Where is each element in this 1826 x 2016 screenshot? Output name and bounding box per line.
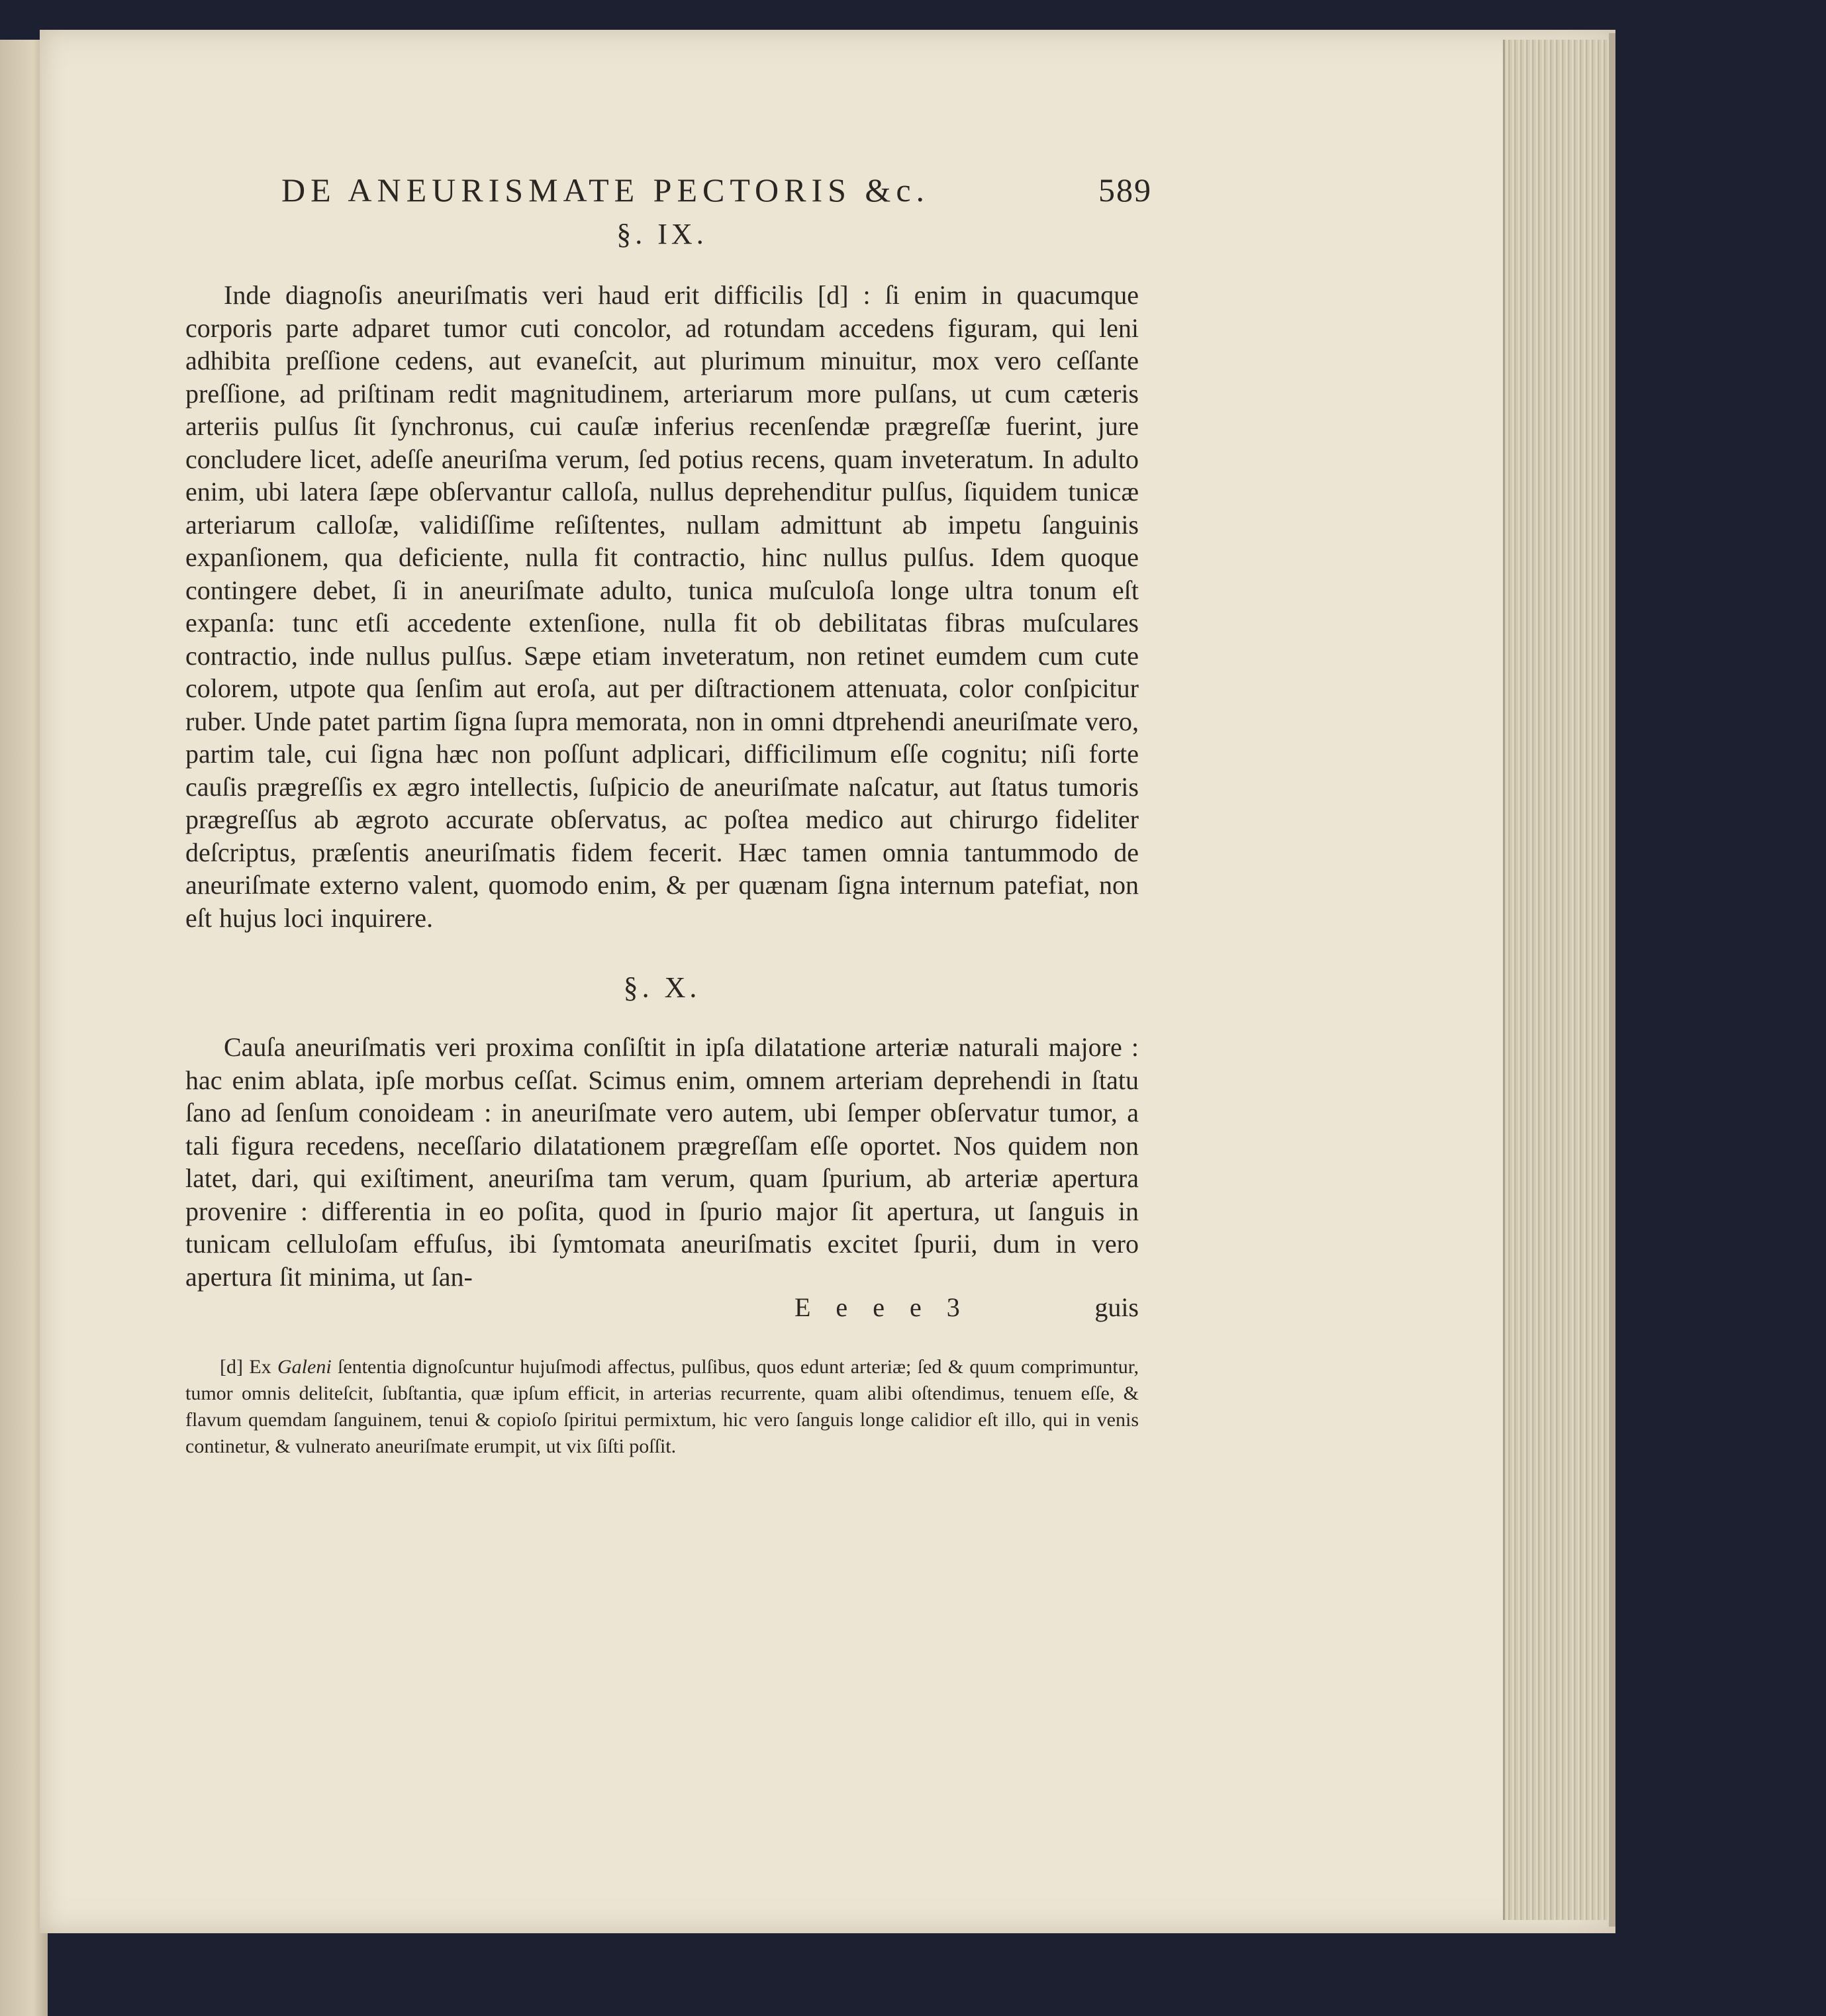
section-heading: §. X. [623, 971, 701, 1004]
footnote-mark: [d] [220, 1356, 243, 1378]
footnote-text: ſententia dignoſcuntur hujuſmodi affectus, pulſibus, quos edunt arteriæ; ſed & quum comprimuntur, tumor omnis deliteſcit, ſubſtantia, quæ ipſum efficit, in arterias recurrente, quam alibi oſtendimus, tenuem eſſe, & flavum quemdam ſanguinem, tenui & copioſo ſpiritui permixtum, hic vero ſanguis longe calidior eſt illo, qui in venis continetur, & vulnerato aneuriſmate erumpit, ut vix ſiſti poſſit. [185, 1356, 1139, 1457]
section-paragraph: Cauſa aneuriſmatis veri proxima conſiſtit in ipſa dilatatione arteriæ naturali majore : hac enim ablata, ipſe morbus ceſſat. Scimus enim, omnem arteriam deprehendi in ſtatu ſano ad ſenſum conoideam : in aneuriſmate vero autem, ubi ſemper obſervatur tumor, a tali figura recedens, neceſſario dilatationem prægreſſam eſſe oportet. Nos quidem non latet, dari, qui exiſtiment, aneuriſma tam verum, quam ſpurium, ab arteriæ apertura provenire : differentia in eo poſita, quod in ſpurio major ſit apertura, ut ſanguis in tunicam celluloſam effuſus, ibi ſymtomata aneuriſmatis excitet ſpurii, dum in vero apertura ſit minima, ut ſan- [185, 1032, 1139, 1292]
footnote-lead: Ex [249, 1356, 271, 1378]
footnote-author: Galeni [277, 1356, 332, 1378]
signature-mark: E e e e 3 [794, 1292, 969, 1322]
page-text [185, 166, 1152, 1460]
footnote [185, 1354, 1139, 1460]
cover-edge [1609, 33, 1615, 1927]
page-stack-edges [1503, 40, 1614, 1920]
running-title: DE ANEURISMATE PECTORIS &c. [281, 171, 930, 209]
section-paragraph: Inde diagnoſis aneuriſmatis veri haud erit difficilis [d] : ſi enim in quacumque corporis parte adparet tumor cuti concolor, ad rotundam accedens figuram, qui leni adhibita preſſione cedens, aut evaneſcit, aut plurimum minuitur, mox vero ceſſante preſſione, ad priſtinam redit magnitudinem, arteriarum more pulſans, ut cum cæteris arteriis pulſus ſit ſynchronus, cui cauſæ inferius recenſendæ prægreſſæ fuerint, jure concludere licet, adeſſe aneuriſma verum, ſed potius recens, quam inveteratum. In adulto enim, ubi latera ſæpe obſervantur calloſa, nullus deprehenditur pulſus, ſiquidem tunicæ arteriarum calloſæ, validiſſime reſiſtentes, nullam admittunt ab impetu ſanguinis expanſionem, qua deficiente, nulla fit contractio, hinc nullus pulſus. Idem quoque contingere debet, ſi in aneuriſmate adulto, tunica muſculoſa longe ultra tonum eſt expanſa: tunc etſi accedente extenſione, nulla fit ob debilitatas fibras muſculares contractio, inde nullus pulſus. Sæpe etiam inveteratum, non retinet eumdem cum cute colorem, utpote qua ſenſim aut eroſa, aut per diſtractionem attenuata, color conſpicitur ruber. Unde patet partim ſigna ſupra memorata, non in omni dtprehendi aneuriſmate vero, partim tale, cui ſigna hæc non poſſunt adplicari, difficilimum eſſe cognitu; niſi forte cauſis prægreſſis ex ægro intellectis, ſuſpicio de aneuriſmate naſcatur, aut ſtatus tumoris prægreſſus ab ægroto accurate obſervatus, ac poſtea medico aut chirurgo fideliter deſcriptus, præſentis aneuriſmatis fidem fecerit. Hæc tamen omnia tantummodo de aneuriſmate externo valent, quomodo enim, & per quænam ſigna internum patefiat, non eſt hujus loci inquirere. [185, 280, 1139, 933]
section-heading: §. IX. [616, 218, 708, 250]
page-number: 589 [1098, 171, 1152, 209]
catchword: guis [1094, 1292, 1139, 1322]
signature-line [185, 1293, 1139, 1326]
running-header [185, 166, 1152, 212]
